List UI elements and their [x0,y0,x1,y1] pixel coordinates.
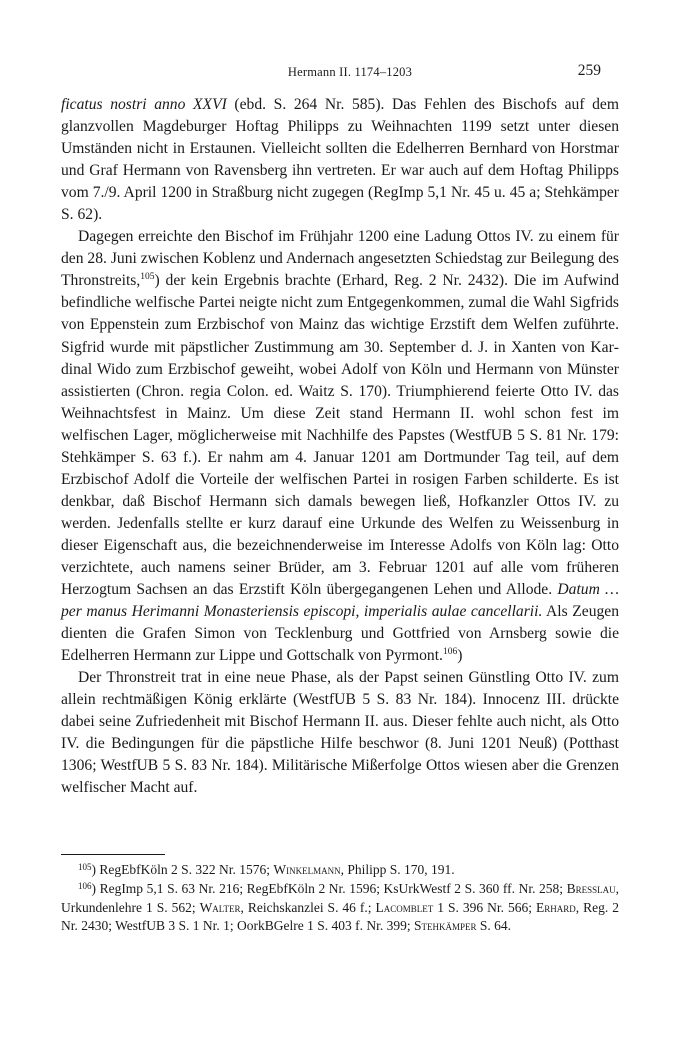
footnote-105 [61,861,619,880]
footnote-106 [61,880,619,935]
text-run: Der Thronstreit trat in eine neue Phase, als der Papst seinen Günstling Otto IV. zum allein rechtmäßigen König erklärte (WestfUB 5 S. 83 Nr. 184). Innocenz III. drückte dabei seine Zufriedenheit mit Bischof Hermann II. aus. Dieser fehlte auch nicht, als Otto IV. die Bedingungen für die päpstliche Hilfe beschwor (8. Juni 1201 Neuß) (Potthast 1306; WestfUB 5 S. 83 Nr. 184). Militärische Mißerfolge Ottos wiesen aber die Grenzen welfischer Macht auf. [61,669,619,797]
footnote-number: 106 [78,881,92,891]
paragraph-2 [61,226,619,667]
text-run: 1 S. 396 Nr. 566; [433,900,536,915]
text-run: Als Zeugen dienten die Grafen Simon von Tecklenburg und Gottfried von Arnsberg sowie die Edelherren Hermann zur Lippe und Gottschalk von Pyrmont. [61,603,620,665]
page-header [0,62,700,82]
text-run: ) RegEbfKöln 2 S. 322 Nr. 1576; [91,862,274,877]
author-name: Winkelmann [273,862,341,877]
author-name: Erhard [536,900,576,915]
text-run: ) RegImp 5,1 S. 63 Nr. 216; RegEbfKöln 2 Nr. 1596; KsUrkWestf 2 S. 360 ff. Nr. 258; [91,881,567,896]
main-text [61,94,619,800]
running-title: Hermann II. 1174–1203 [287,65,413,79]
text-run: , Urkundenlehre 1 S. 562; [61,881,619,915]
text-run: , Philipp S. 170, 191. [340,862,455,877]
text-run: , Reichskanzlei S. 46 f.; [240,900,376,915]
latin-quote: Datum … per manus Herimanni Monasteriensis episcopi, imperialis aulae cancellarii. [61,581,620,621]
text-run: ) [457,647,463,665]
text-run: Dagegen erreichte den Bischof im Frühjahr 1200 eine Ladung Ottos IV. zu einem für den 28. Juni zwischen Koblenz und Andernach angesetzten Schiedstag zur Beilegung des Thronstreits, [61,228,619,290]
text-run: ) der kein Ergebnis brachte (Erhard, Reg. 2 Nr. 2432). Die im Aufwind befindliche welfische Partei neigte nicht zum Entgegenkommen, zumal die Wahl Sigfrids von Eppenstein zum Erzbischof von Mainz das wichtige Erzstift dem Welfen zuführte. Sigfrid wurde mit päpstlicher Zustimmung am 30. September d. J. in Xanten von Kardinal Wido zum Erzbischof geweiht, wobei Adolf von Köln und Hermann von Münster assistierten (Chron. regia Colon. ed. Waitz S. 170). Triumphierend feierte Otto IV. das Weihnachtsfest in Mainz. Um diese Zeit stand Hermann II. wohl schon fest im welfischen Lager, möglicherweise mit Nachhilfe des Papstes (WestfUB 5 S. 81 Nr. 179: Stehkämper S. 63 f.). Er nahm am 4. Januar 1201 am Dortmunder Tag teil, auf dem Erzbischof Adolf die Vorteile der welfischen Partei in rosigen Farben schilderte. Es ist denkbar, daß Bischof Hermann sich damals bewegen ließ, Hofkanzler Ottos IV. zu werden. Jedenfalls stellte er kurz darauf eine Urkunde des Welfen zu Weissenburg in dieser Eigenschaft aus, die bezeichnenderweise im Interesse Adolfs von Köln lag: Otto verzichtete, auch namens seiner Brüder, am 3. Februar 1201 auf alle vom früheren Herzogtum Sachsen an das Erzstift Köln übergegangenen Lehen und Allode. [61,272,619,599]
latin-quote: ficatus nostri anno XXVI [61,96,227,113]
footnote-number: 105 [78,862,92,872]
author-name: Walter [199,900,241,915]
author-name: Breßlau [566,881,616,896]
author-name: Lacomblet [375,900,434,915]
text-run: S. 64. [476,918,512,933]
paragraph-3 [61,667,619,799]
footnote-ref-105[interactable]: 105 [140,272,155,283]
text-run: , Reg. 2 Nr. 2430; WestfUB 3 S. 1 Nr. 1; OorkBGelre 1 S. 403 f. Nr. 399; [61,900,619,933]
text-run: (ebd. S. 264 Nr. 585). Das Fehlen des Bischofs auf dem glanzvollen Magdeburger Hoftag Philipps zu Weihnachten 1199 setzt unter diesen Umständen nicht in Erstaunen. Vielleicht sollten die Edelherren Bernhard von Horstmar und Graf Hermann von Ravensberg ihn vertreten. Er war auch auf dem Hoftag Philipps vom 7./9. April 1200 in Straßburg nicht zugegen (RegImp 5,1 Nr. 45 u. 45 a; Stehkämper S. 62). [61,96,619,224]
page-number: 259 [577,62,601,79]
author-name: Stehkämper [414,918,477,933]
paragraph-1 [61,94,619,226]
footnotes [61,861,619,935]
footnote-ref-106[interactable]: 106 [442,647,458,658]
footnote-divider [61,854,165,855]
